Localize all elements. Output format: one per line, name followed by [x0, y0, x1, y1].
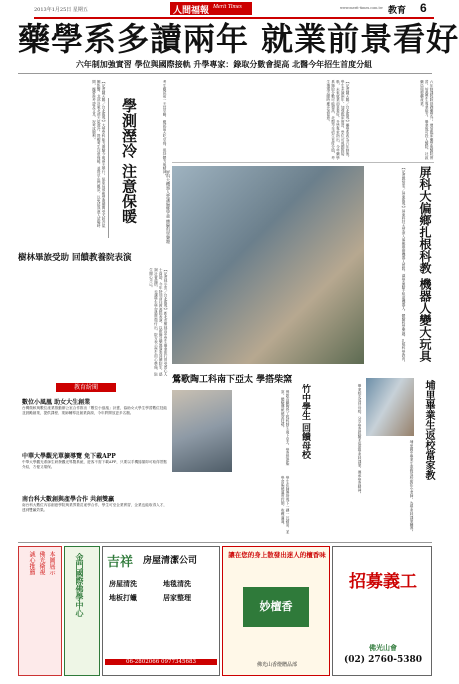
ad-1-line-2: 佛光衛視: [38, 551, 45, 575]
logo-cn: 人間福報: [173, 6, 210, 16]
pottery-article-body: 鶯歌高職陶瓷工程科師生南下亞太，學習搭建柴窯，體驗傳統燒窯技藝。: [281, 390, 290, 466]
ad-3-logo: 吉祥: [107, 555, 134, 570]
pharmacy-article-body: 【記者陳天賜／台北報導】藥學系改為六年制後，學生多讀兩年，加強臨床實習，學位可與國際接軌，未來就業前景看好。升學專家指出，今年藥學系錄取分數可能提高，北醫今年招生首度分組，考生選填志願時應多加留意。: [172, 80, 350, 163]
section-name: 教育: [388, 6, 407, 16]
brief3-title: 南台科大數創與產學合作 共創雙贏: [22, 496, 115, 503]
mid-vertical-body: 學生在師傅指導下一磚一瓦砌窯，並學習柴燒溫度控制，收穫滿滿。: [281, 476, 290, 534]
ad-1: [18, 546, 62, 676]
pottery-photo: [172, 390, 232, 472]
ad-3-tag-3: 地板打蠟: [109, 593, 137, 602]
headline: 藥學系多讀兩年 就業前景看好: [18, 20, 459, 58]
pottery-title: 鶯歌陶工科南下亞太 學搭柴窯: [172, 375, 293, 385]
ad-5-phone: (02) 2760-5380: [343, 655, 422, 665]
logo: [170, 2, 252, 15]
ad-4: [222, 546, 330, 676]
weather-article-body: 【記者陳天賜／台北報導】大學學科能力測驗今明兩天舉行，氣象局預報學測期間受大陸冷氣團影響，北部及東北部天氣溼冷，提醒考生注意保暖，並提早出門應試，以免延誤進入試場時間，攜帶准考證及文具，祝考試順利。: [92, 80, 106, 228]
ad-5-banner: 招募義工: [349, 572, 417, 592]
ad-5: [332, 546, 432, 676]
headline-rule: [18, 73, 432, 74]
ad-4-product: 妙檀香: [243, 587, 309, 627]
brief2-title: 中華大學觀光單擴導覽 免下載APP: [22, 453, 116, 460]
alumni-article-body: 畢業校友返回母校，分享學習經驗並協助學弟妹課業，傳承學習精神。: [358, 384, 362, 496]
ad-4-heading: 讓在您的身上散發出迷人的檀香味: [228, 551, 326, 559]
ad-3-tag-4: 居家整理: [163, 593, 191, 602]
ad-5-org: 佛光山會: [369, 643, 397, 652]
subheadline: 六年制加強實習 學位與國際接軌 升學專家：錄取分數會提高 北醫今年招生首度分組: [75, 60, 373, 69]
masthead-rule: [34, 17, 434, 19]
ad-1-line-1: 本圖展示: [48, 551, 55, 575]
robot-article-title: 屏科大偏鄉扎根科教 機器人變大玩具: [418, 166, 432, 363]
weather-article-title: 學測溼冷 注意保暖: [108, 98, 138, 238]
ad-4-footer: 佛光山香燈贈品部: [256, 662, 297, 668]
ad-1-line-3: 誠心推薦: [28, 551, 35, 575]
puli-photo: [366, 378, 414, 436]
tree-article-title: 樹林畢旅受助 回饋教養院表演: [18, 253, 132, 263]
ad-3-tag-1: 房屋清洗: [109, 579, 137, 588]
puli-title: 埔里畢業生返校當家教: [423, 380, 434, 480]
brief3-body: 南台科大數位內容創意學院與業界簽訂產學合作，學生可至企業實習，企業也能取得人才，達到雙贏效果。: [22, 503, 167, 512]
mid-vertical-title: 竹中學生 回饋母校: [300, 384, 310, 460]
ad-2-text: 金門國際佛學中心: [75, 553, 85, 617]
ad-3: [102, 546, 220, 676]
robot-photo: [172, 166, 364, 364]
tree-article-body: 【記者林小雲／台北報導】新北市樹林高中學生畢業旅行曾受善心人士資助，今年特別前往教養院表演，以歌舞及樂器演奏回饋院生，感謝社會溫情，也讓學生學習感恩與付出，院方表示學生用心準備，院生開心不已。: [149, 268, 168, 376]
weather-article-body-2: 考生應試前一天宜早睡，應試當天吃早餐，保持體力與精神。: [163, 80, 167, 178]
ad-3-company: 房屋清潔公司: [143, 556, 198, 566]
ad-3-phone: 06-2802066 0977345683: [105, 659, 217, 665]
ad-strip-rule: [18, 542, 432, 543]
ad-3-tag-2: 地毯清洗: [163, 579, 191, 588]
pharmacy-article-body-2: 六年制課程除基礎藥學外，增加臨床藥學與醫院實習，培養學生專業能力，畢業後可投入醫院、社區藥局與製藥產業。: [350, 80, 434, 163]
page-number: 6: [420, 1, 427, 15]
brief2-body: 中華大學觀光系師生研發觀光導覽系統，遊客不需下載APP，只要以手機掃描即可取得景點介紹，方便又環保。: [22, 460, 167, 469]
ad-2: [64, 546, 100, 676]
site-url: www.merit-times.com.tw: [340, 6, 383, 10]
logo-en: Merit Times: [213, 4, 242, 10]
edu-news-label: 教育紛聞: [56, 383, 116, 392]
brief1-body: 台灣微軟與數位產業推動辦公室合作推出「數位小風凰」計畫，協助女大學生學習數位技能並鼓勵創業，提供課程、業師輔導及創業資源，今年將開放更多名額。: [22, 406, 167, 415]
brief1-title: 數位小風凰 助女大生創業: [22, 399, 91, 406]
robot-photo-caption: 屏科大機器人營讓偏鄉學童 體驗科學樂趣: [166, 170, 171, 244]
robot-article-body: 【記者鄭怡雯／屏東報導】屏東科技大學深入偏鄉舉辦機器人營隊，讓學童動手組裝機器人，體驗科學樂趣，扎根科學教育。: [402, 166, 406, 364]
date-line: 2013年1月25日 星期五: [34, 7, 88, 13]
puli-article-body: 埔里國中畢業生寒假返校擔任小老師，為學弟妹課業輔導。: [410, 440, 414, 534]
